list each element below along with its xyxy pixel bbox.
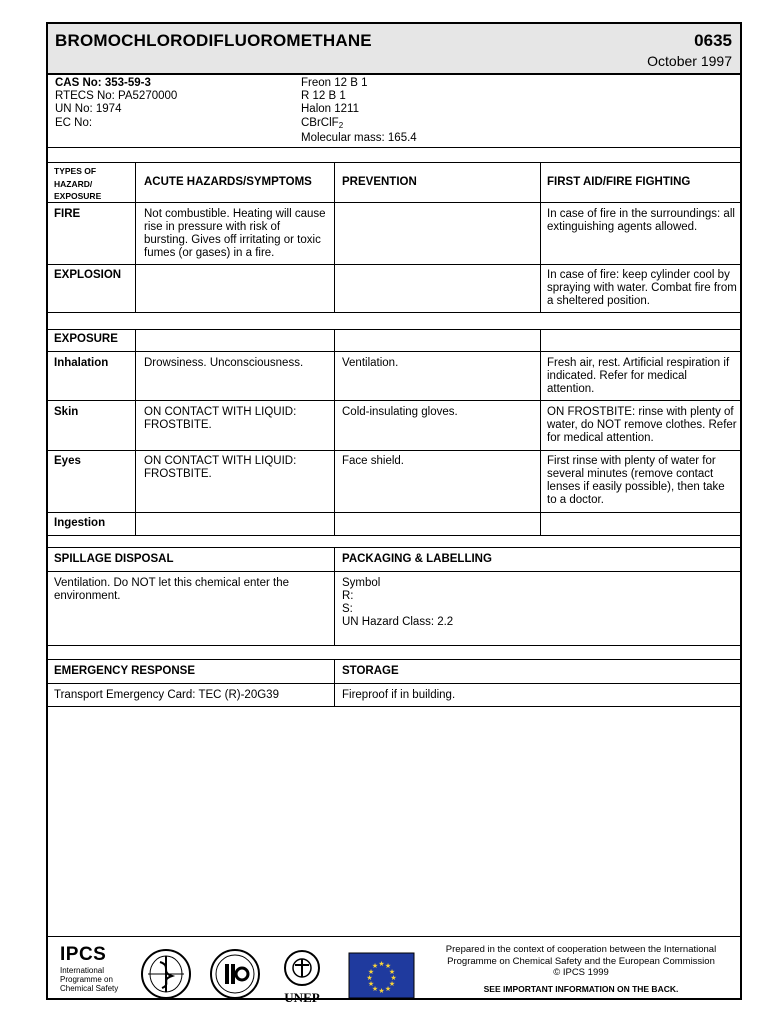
rtecs-number: RTECS No: PA5270000 [55, 90, 178, 103]
divider [48, 659, 740, 660]
partner-logos [138, 948, 418, 1004]
exposure-route-eyes: Eyes [54, 455, 81, 467]
eyes-prevention: Face shield. [342, 455, 405, 467]
prevention-header: PREVENTION [342, 176, 417, 188]
packaging-details [342, 577, 732, 629]
svg-text:★: ★ [371, 985, 379, 993]
ipcs-block [60, 944, 118, 993]
identifier-numbers [55, 77, 177, 130]
spillage-header: SPILLAGE DISPOSAL [54, 553, 174, 565]
icsc-card [46, 22, 742, 1004]
ec-number: EC No: [55, 116, 93, 129]
prepared-text: Prepared in the context of cooperation between the International Programme on Chemical Safety and the European Commission [445, 944, 717, 967]
inhalation-prevention: Ventilation. [342, 357, 399, 369]
storage-text: Fireproof if in building. [342, 689, 456, 701]
svg-text:★: ★ [388, 980, 396, 988]
important-note: SEE IMPORTANT INFORMATION ON THE BACK. [483, 984, 679, 994]
eu-flag-icon [349, 953, 414, 998]
divider [48, 450, 740, 451]
explosion-first-aid: In case of fire: keep cylinder cool by spraying with water. Combat fire from a sheltered position. [547, 269, 737, 307]
divider [48, 162, 740, 163]
unep-logo-icon [285, 951, 319, 985]
logos [138, 948, 418, 1009]
divider [48, 512, 740, 513]
skin-prevention: Cold-insulating gloves. [342, 406, 458, 418]
divider [48, 547, 740, 548]
fire-first-aid: In case of fire in the surroundings: all extinguishing agents allowed. [547, 208, 735, 233]
exposure-route-skin: Skin [54, 406, 79, 418]
packaging-r-phrases: R: [342, 590, 354, 602]
divider [48, 400, 740, 401]
divider [48, 312, 740, 313]
acute-hazards-header: ACUTE HAZARDS/SYMPTOMS [144, 176, 312, 188]
column-divider [135, 162, 136, 312]
title-bar [48, 24, 740, 75]
divider [48, 351, 740, 352]
svg-text:★: ★ [367, 980, 375, 988]
formula-main: CBrClF [301, 116, 339, 129]
icsc-number: 0635 [694, 31, 732, 50]
divider [48, 706, 740, 707]
eyes-acute: ON CONTACT WITH LIQUID: FROSTBITE. [144, 455, 297, 480]
divider [48, 202, 740, 203]
column-divider [334, 547, 335, 645]
molecular-mass: Molecular mass: 165.4 [301, 131, 417, 144]
column-divider [334, 329, 335, 535]
column-divider [540, 162, 541, 312]
inhalation-first-aid: Fresh air, rest. Artificial respiration if indicated. Refer for medical attention. [547, 357, 730, 395]
fire-acute: Not combustible. Heating will cause rise in pressure with risk of bursting. Gives off irritating or toxic fumes (or gases) in a fire. [144, 208, 326, 259]
svg-text:★: ★ [366, 974, 373, 982]
packaging-symbol: Symbol [342, 577, 381, 589]
divider [48, 264, 740, 265]
first-aid-header: FIRST AID/FIRE FIGHTING [547, 176, 691, 188]
unep-label: UNEP [284, 990, 320, 1004]
column-divider [540, 329, 541, 535]
column-divider [334, 162, 335, 312]
divider [48, 535, 740, 536]
divider [48, 645, 740, 646]
footer-divider [48, 936, 740, 937]
skin-first-aid: ON FROSTBITE: rinse with plenty of water, do NOT remove clothes. Refer for medical attention. [547, 406, 737, 444]
synonym: Freon 12 B 1 [301, 77, 368, 89]
who-logo-icon [142, 950, 190, 998]
svg-text:★: ★ [390, 974, 397, 982]
exposure-route-ingestion: Ingestion [54, 517, 106, 529]
svg-text:★: ★ [371, 962, 379, 970]
ipcs-line: Chemical Safety [60, 984, 119, 993]
svg-text:★: ★ [378, 987, 385, 995]
cas-number: CAS No: 353-59-3 [55, 77, 151, 89]
ipcs-logo-text: IPCS [60, 944, 107, 965]
hazard-type-explosion: EXPLOSION [54, 269, 122, 281]
svg-text:★: ★ [388, 968, 396, 976]
packaging-un-class: UN Hazard Class: 2.2 [342, 616, 454, 628]
formula-subscript: 2 [338, 120, 344, 130]
divider [48, 683, 740, 684]
emergency-text: Transport Emergency Card: TEC (R)-20G39 [54, 689, 279, 701]
synonym: R 12 B 1 [301, 90, 346, 103]
divider [48, 329, 740, 330]
svg-text:★: ★ [378, 960, 385, 968]
divider [48, 571, 740, 572]
ipcs-line: Programme on [60, 975, 113, 984]
prepared-statement [431, 944, 731, 979]
spillage-text: Ventilation. Do NOT let this chemical enter the environment. [54, 577, 290, 602]
packaging-header: PACKAGING & LABELLING [342, 553, 492, 565]
identifier-synonyms [301, 77, 417, 145]
types-header: TYPES OF HAZARD/ EXPOSURE [54, 166, 102, 201]
ipcs-line: International [60, 966, 105, 975]
chemical-name: BROMOCHLORODIFLUOROMETHANE [55, 31, 372, 50]
un-number: UN No: 1974 [55, 103, 122, 116]
synonym: Halon 1211 [301, 103, 359, 116]
svg-text:★: ★ [384, 985, 392, 993]
card-date: October 1997 [647, 53, 732, 69]
skin-acute: ON CONTACT WITH LIQUID: FROSTBITE. [144, 406, 297, 431]
eyes-first-aid: First rinse with plenty of water for several minutes (remove contact lenses if easily possible), then take to a doctor. [547, 455, 725, 506]
ilo-logo-icon [211, 950, 259, 998]
exposure-header: EXPOSURE [54, 333, 118, 345]
packaging-s-phrases: S: [342, 603, 353, 615]
chemical-formula [301, 117, 417, 132]
inhalation-acute: Drowsiness. Unconsciousness. [144, 357, 304, 369]
identifiers-section [48, 73, 740, 148]
exposure-route-inhalation: Inhalation [54, 357, 109, 369]
svg-text:★: ★ [367, 968, 375, 976]
column-divider [135, 329, 136, 535]
emergency-header: EMERGENCY RESPONSE [54, 665, 196, 677]
hazard-type-fire: FIRE [54, 208, 81, 220]
storage-header: STORAGE [342, 665, 399, 677]
svg-text:★: ★ [384, 962, 392, 970]
copyright: © IPCS 1999 [553, 967, 609, 978]
column-divider [334, 659, 335, 706]
